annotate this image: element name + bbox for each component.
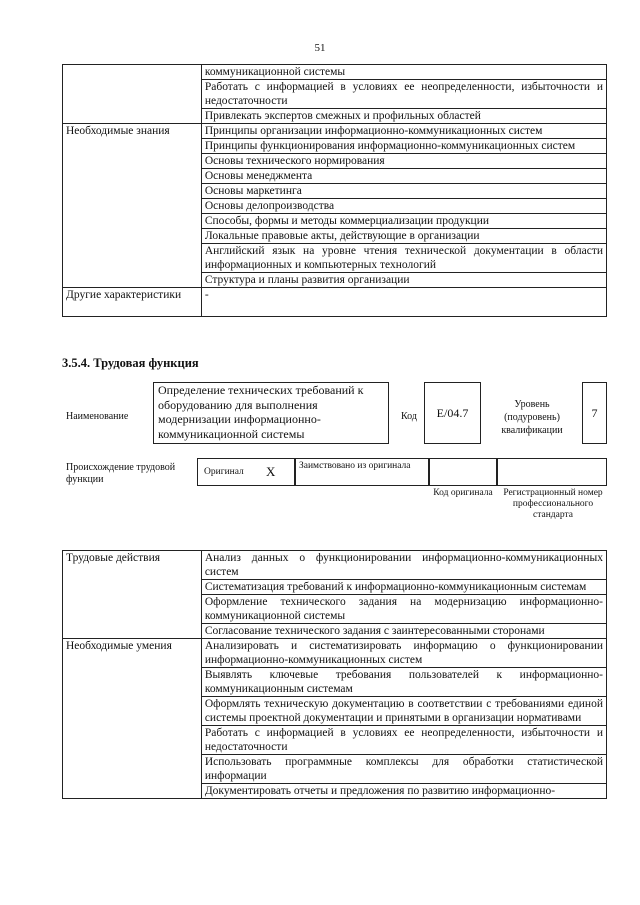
code-label: Код [401,411,417,422]
borrowed-box: Заимствовано из оригинала [295,458,429,486]
actions-table [62,550,607,799]
row-label [63,65,202,124]
table-cell: Анализ данных о функционировании информационно-коммуникационных систем [201,551,606,580]
table-cell: Принципы организации информационно-коммуникационных систем [201,124,606,139]
table-cell: Локальные правовые акты, действующие в организации [201,229,606,244]
table-cell: Систематизация требований к информационно-коммуникационным системам [201,580,606,595]
level-value: 7 [582,382,607,444]
function-name: Определение технических требований к оборудованию для выполнения модернизации информационно-коммуникационной системы [153,382,389,444]
row-label: Необходимые знания [63,124,202,288]
table-cell: Привлекать экспертов смежных и профильных областей [201,109,606,124]
section-heading: 3.5.4. Трудовая функция [62,356,199,370]
page-number: 51 [314,42,326,54]
table-cell: Способы, формы и методы коммерциализации продукции [201,214,606,229]
reg-caption: Регистрационный номер профессионального стандарта [503,488,603,520]
table-row [63,288,607,317]
original-code-box [429,458,497,486]
row-label: Необходимые умения [63,639,202,799]
table-cell: коммуникационной системы [201,65,606,80]
table-cell: Анализировать и систематизировать информацию о функционировании информационно-коммуникационных систем [201,639,606,668]
code-caption: Код оригинала [433,488,493,498]
original-box [197,458,295,486]
table-cell: Оформлять техническую документацию в соответствии с требованиями единой системы проектной документации и принятыми в организации нормативами [201,697,606,726]
table-cell: Использовать программные комплексы для обработки статистической информации [201,755,606,784]
table-cell: Структура и планы развития организации [201,273,606,288]
table-cell: Выявлять ключевые требования пользователей к информационно-коммуникационным системам [201,668,606,697]
row-label: Другие характеристики [63,288,202,317]
origin-label: Происхождение трудовой функции [66,462,176,485]
table-cell: - [201,288,606,317]
table-row [63,639,607,668]
table-cell: Принципы функционирования информационно-коммуникационных систем [201,139,606,154]
table-row [63,551,607,580]
original-label: Оригинал [204,467,244,477]
table-cell: Работать с информацией в условиях ее неопределенности, избыточности и недостаточности [201,726,606,755]
code-value: E/04.7 [424,382,481,444]
table-row [63,124,607,139]
table-cell: Английский язык на уровне чтения технической документации в области информационных и компьютерных технологий [201,244,606,273]
level-label: Уровень (подуровень) квалификации [501,399,563,436]
table-cell: Основы менеджмента [201,169,606,184]
table-cell: Оформление технического задания на модернизацию информационно-коммуникационной системы [201,595,606,624]
name-label: Наименование [66,411,129,422]
table-cell: Работать с информацией в условиях ее неопределенности, избыточности и недостаточности [201,80,606,109]
reg-number-box [497,458,607,486]
row-label: Трудовые действия [63,551,202,639]
table-cell: Документировать отчеты и предложения по развитию информационно- [201,784,606,799]
original-mark: X [266,464,276,479]
table-cell: Основы маркетинга [201,184,606,199]
table-cell: Основы делопроизводства [201,199,606,214]
knowledge-table [62,64,607,317]
table-cell: Основы технического нормирования [201,154,606,169]
table-cell: Согласование технического задания с заинтересованными сторонами [201,624,606,639]
table-row [63,65,607,80]
